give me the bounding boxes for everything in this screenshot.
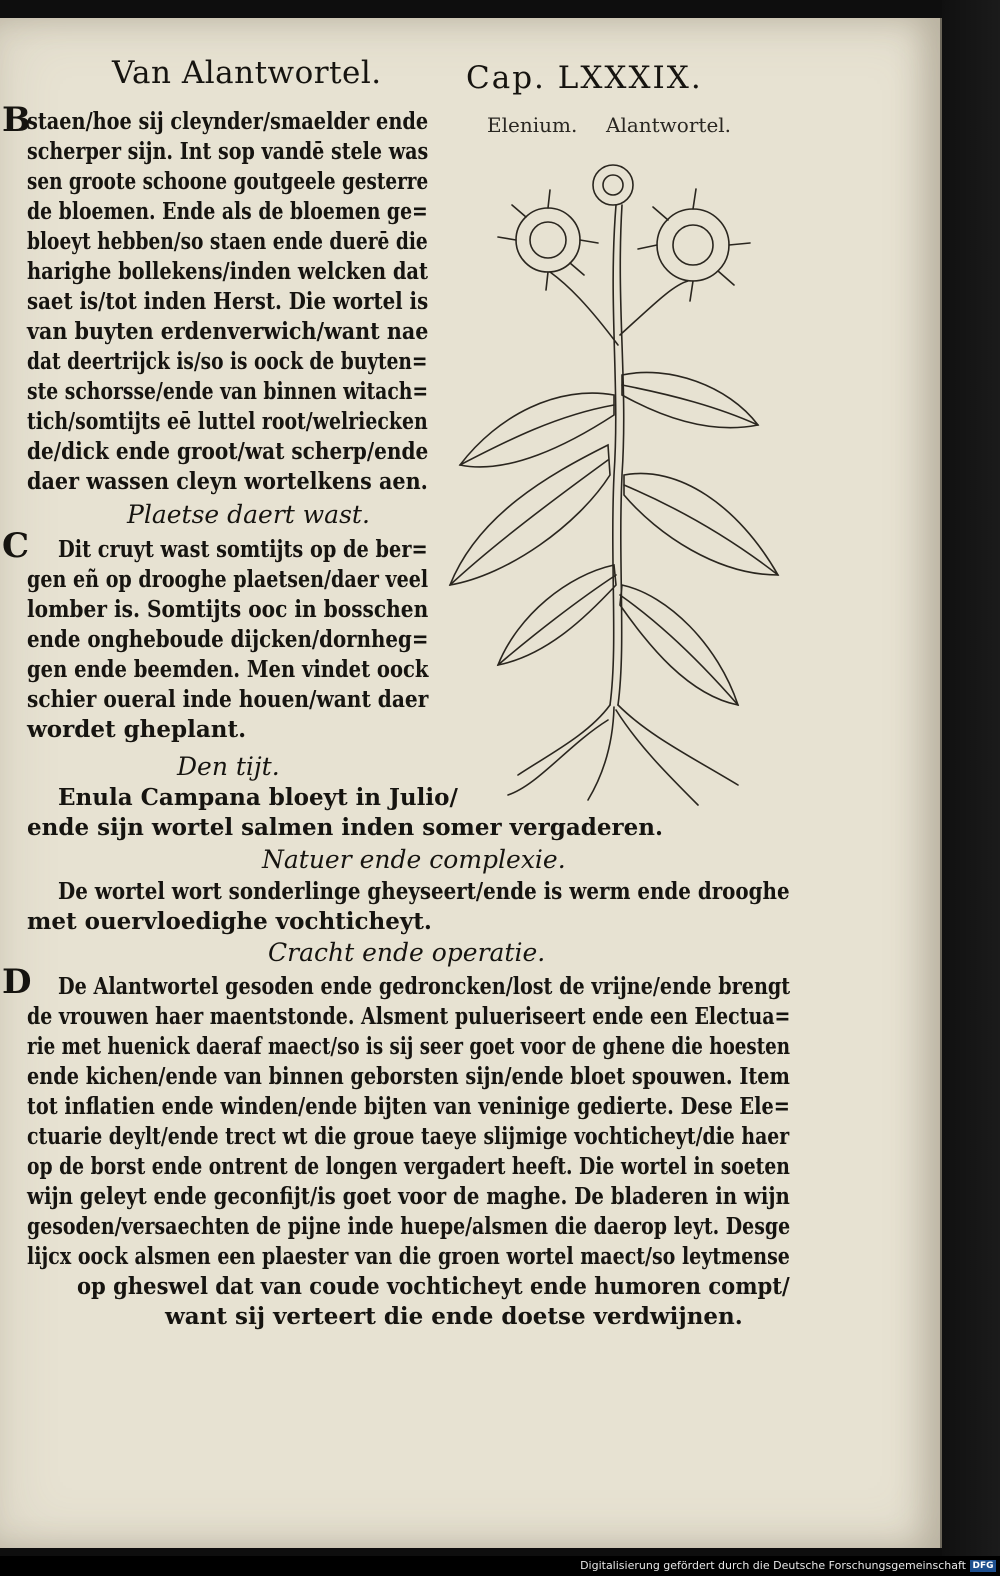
margin-letter-b: B: [2, 100, 31, 140]
section-heading-time: Den tijt.: [177, 752, 280, 781]
text-line: van buyten erdenverwich/want nae: [27, 318, 429, 345]
margin-letter-c: C: [2, 526, 30, 566]
scan-background: [942, 0, 1000, 1556]
text-line: schier oueral inde houen/want daer: [27, 686, 429, 713]
funding-credit: Digitalisierung gefördert durch die Deutsche Forschungsgemeinschaft: [580, 1559, 966, 1572]
text-line: gen ende beemden. Men vindet oock: [27, 656, 429, 683]
text-line: lomber is. Somtijts ooc in bosschen: [27, 596, 429, 623]
text-line: de bloemen. Ende als de bloemen ge=: [27, 198, 428, 225]
text-line: ende ongheboude dijcken/dornheg=: [27, 626, 429, 653]
text-line: ende kichen/ende van binnen geborsten sijn/ende bloet spouwen. Item: [27, 1063, 790, 1090]
text-line: scherper sijn. Int sop vandē stele was: [27, 138, 429, 165]
text-line: gen eñ op drooghe plaetsen/daer veel: [27, 566, 429, 593]
text-line: De Alantwortel gesoden ende gedroncken/lost de vrijne/ende brengt: [58, 973, 791, 1000]
text-line: staen/hoe sij cleynder/smaelder ende: [27, 108, 429, 135]
text-line: op de borst ende ontrent de longen vergadert heeft. Die wortel in soeten: [27, 1153, 790, 1180]
text-line: de vrouwen haer maentstonde. Alsment pulueriseert ende een Electua=: [27, 1003, 791, 1030]
text-line: de/dick ende groot/wat scherp/ende: [27, 438, 429, 465]
text-line: daer wassen cleyn wortelkens aen.: [27, 468, 428, 495]
text-line: saet is/tot inden Herst. Die wortel is: [27, 288, 429, 315]
figure-caption-dutch: Alantwortel.: [606, 113, 732, 137]
dfg-logo: DFG: [970, 1560, 996, 1572]
text-line: tot inflatien ende winden/ende bijten van veninige gedierte. Dese Ele=: [27, 1093, 790, 1120]
text-line: harighe bollekens/inden welcken dat: [27, 258, 428, 285]
text-line: op gheswel dat van coude vochticheyt ende humoren compt/: [77, 1273, 790, 1300]
text-line: dat deertrijck is/so is oock de buyten=: [27, 348, 428, 375]
text-line: Enula Campana bloeyt in Julio/: [58, 784, 458, 811]
text-line: wordet gheplant.: [27, 716, 247, 743]
text-line: Dit cruyt wast somtijts op de ber=: [58, 536, 428, 563]
text-line: lijcx oock alsmen een plaester van die groen wortel maect/so leytmense: [27, 1243, 790, 1270]
text-line: sen groote schoone goutgeele gesterre: [27, 168, 429, 195]
chapter-number: Cap. LXXXIX.: [466, 60, 703, 96]
text-line: want sij verteert die ende doetse verdwijnen.: [165, 1303, 743, 1330]
text-line: De wortel wort sonderlinge gheyseert/ende is werm ende drooghe: [58, 878, 790, 905]
text-line: tich/somtijts eē luttel root/welriecken: [27, 408, 428, 435]
elecampane-woodcut-illustration: [438, 145, 800, 810]
text-line: met ouervloedighe vochticheyt.: [27, 908, 432, 935]
text-line: rie met huenick daeraf maect/so is sij seer goet voor de ghene die hoesten: [27, 1033, 791, 1060]
figure-caption-latin: Elenium.: [487, 113, 578, 137]
text-line: wijn geleyt ende geconfijt/is goet voor de maghe. De bladeren in wijn: [27, 1183, 790, 1210]
margin-letter-d: D: [2, 962, 32, 1002]
text-line: bloeyt hebben/so staen ende duerē die: [27, 228, 428, 255]
section-heading-power: Cracht ende operatie.: [268, 938, 546, 967]
section-heading-nature: Natuer ende complexie.: [262, 845, 566, 874]
text-line: gesoden/versaechten de pijne inde huepe/alsmen die daerop leyt. Desge: [27, 1213, 791, 1240]
section-heading-place: Plaetse daert wast.: [127, 500, 370, 529]
text-line: ste schorsse/ende van binnen witach=: [27, 378, 429, 405]
text-line: ctuarie deylt/ende trect wt die groue taeye slijmige vochticheyt/die haer: [27, 1123, 790, 1150]
running-header-title: Van Alantwortel.: [112, 55, 382, 91]
text-line: ende sijn wortel salmen inden somer vergaderen.: [27, 814, 663, 841]
